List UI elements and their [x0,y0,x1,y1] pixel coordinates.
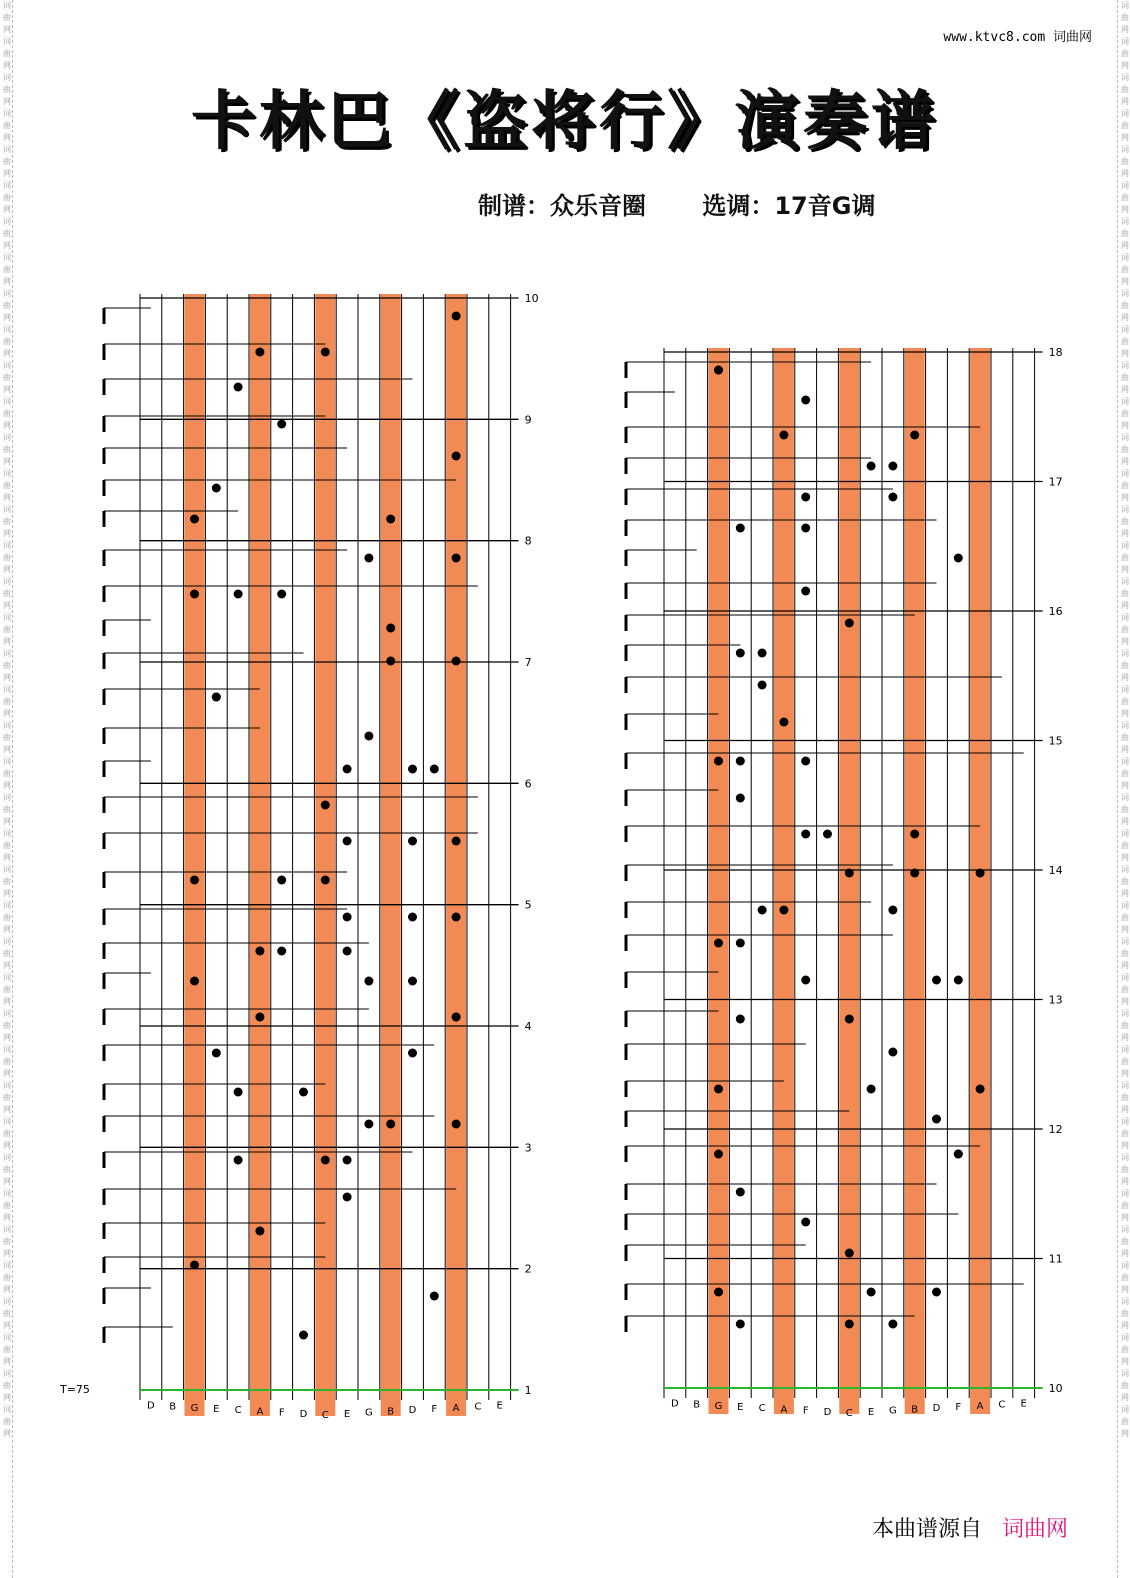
note [976,1085,985,1094]
key-label: B [169,1401,177,1413]
note [954,976,963,985]
key-label: E [737,1402,744,1413]
note [736,757,745,766]
note [736,524,745,533]
note [845,869,854,878]
note [255,1013,264,1022]
note [932,1115,941,1124]
note [234,383,243,392]
note [212,1049,221,1058]
note [779,906,788,915]
tine-highlight [315,294,335,1416]
note [408,837,417,846]
measure-number: 11 [1048,1252,1063,1266]
key-label: F [955,1402,962,1413]
note [277,420,286,429]
note [801,587,810,596]
note [801,757,810,766]
note [277,947,286,956]
note [430,765,439,774]
note [212,693,221,702]
key-label: E [213,1404,220,1415]
note [408,913,417,922]
measure-number: 9 [524,413,532,427]
note [801,396,810,405]
note [343,1193,352,1202]
note [343,1156,352,1165]
note [888,462,897,471]
tine-highlight [774,348,794,1414]
tine-highlight [185,294,205,1416]
footer-brand[interactable]: 词曲网 [1002,1517,1069,1542]
tine-highlight [970,348,990,1414]
note [299,1088,308,1097]
note [823,830,832,839]
note [845,1015,854,1024]
key-label: C [845,1408,853,1419]
note [867,1085,876,1094]
note [714,1150,723,1159]
key-label: D [671,1398,679,1410]
note [714,1085,723,1094]
note [736,1188,745,1197]
note [277,590,286,599]
measure-number: 6 [524,777,532,791]
measure-number: 10 [1048,1382,1063,1395]
key-label: F [431,1404,438,1415]
tine-highlight [250,294,270,1416]
measure-number: 18 [1048,346,1063,359]
measure-number: 14 [1048,864,1063,877]
note [321,876,330,885]
note [190,1261,199,1270]
key-label: B [693,1399,701,1411]
note [364,732,373,741]
key-label: D [932,1403,941,1415]
measure-number: 13 [1048,993,1063,1007]
note [452,1013,461,1022]
watermark-text: 词 曲 网 词 曲 网 词 曲 网 词 曲 网 词 曲 网 词 曲 网 词 曲 网 词 曲 网 词 曲 网 词 曲 网 词 曲 网 词 曲 网 词 曲 网 词 曲 网 词 曲 网 词 曲 网 词 曲 网 词 曲 网 词 曲 网 词 曲 网 词 曲 网 词 曲 网 词 曲 网 词 曲 网 词 曲 网 词 曲 网 词 曲 网 词 曲 网 词 曲 网 词 曲 网 词 曲 网 词 曲 网 词 曲 网 词 曲 网 词 曲 网 词 曲 网 词 曲 网 词 曲 网 词 曲 网 词 曲 网 [3,1,11,1438]
key-label: E [496,1400,503,1412]
page-title: 卡林巴《盗将行》演奏谱 [191,85,939,159]
note [386,624,395,633]
note [234,1088,243,1097]
tine-highlight [446,294,466,1416]
note [714,1288,723,1297]
note [255,947,264,956]
measure-number: 8 [524,534,532,548]
key-label: F [278,1407,285,1419]
measure-number: 2 [524,1262,532,1276]
note [867,1288,876,1297]
note [190,590,199,599]
note [736,1320,745,1329]
note [190,515,199,524]
note [758,681,767,690]
note [321,801,330,810]
key-label: G [714,1400,723,1412]
note [888,1048,897,1057]
key-label: E [343,1408,351,1420]
note [212,484,221,493]
note [430,1292,439,1301]
note [801,524,810,533]
note [714,757,723,766]
key-label: A [452,1402,460,1414]
note [845,619,854,628]
measure-number: 4 [524,1020,532,1033]
key-label: C [474,1401,482,1413]
key-label: C [758,1403,766,1415]
note [321,1156,330,1165]
note [234,590,243,599]
tine-highlight [381,294,401,1416]
note [452,1120,461,1129]
note [801,976,810,985]
key-label: G [190,1402,199,1414]
key-label: G [365,1407,373,1419]
note [736,649,745,658]
note [321,348,330,357]
note [299,1331,308,1340]
note [364,554,373,563]
note [932,1288,941,1297]
measure-number: 1 [524,1384,532,1397]
note [408,1049,417,1058]
measure-number: 10 [524,292,539,305]
note [867,462,876,471]
key-label: A [780,1404,788,1416]
measure-number: 16 [1048,605,1063,618]
key-label: G [889,1405,897,1417]
key-label: D [408,1405,417,1417]
note [888,1320,897,1329]
key-label: C [234,1405,242,1417]
note [736,1015,745,1024]
note [910,830,919,839]
key-label: D [299,1408,308,1420]
note [343,913,352,922]
note [932,976,941,985]
note [452,837,461,846]
note [888,906,897,915]
key-label: D [823,1406,832,1418]
note [779,431,788,440]
note [452,657,461,666]
note [758,649,767,658]
note [801,493,810,502]
note [888,493,897,502]
note [255,1227,264,1236]
note [779,718,788,727]
note [190,876,199,885]
site-url[interactable]: www.ktvc8.com 词曲网 [943,30,1092,45]
note [736,939,745,948]
key-label: B [387,1406,395,1418]
note [801,1218,810,1227]
note [736,794,745,803]
note [714,366,723,375]
tempo-label: T=75 [60,1383,90,1396]
key-signature: 选调：17音G调 [702,192,876,220]
key-label: A [256,1406,264,1418]
note [408,765,417,774]
measure-number: 3 [524,1141,532,1155]
key-label: E [1020,1398,1027,1410]
key-label: C [321,1410,329,1421]
note [234,1156,243,1165]
note [343,837,352,846]
note [954,554,963,563]
key-label: C [998,1399,1006,1411]
note [408,977,417,986]
note [452,554,461,563]
note [452,452,461,461]
note [190,977,199,986]
watermark-text: 词 曲 网 词 曲 网 词 曲 网 词 曲 网 词 曲 网 词 曲 网 词 曲 网 词 曲 网 词 曲 网 词 曲 网 词 曲 网 词 曲 网 词 曲 网 词 曲 网 词 曲 网 词 曲 网 词 曲 网 词 曲 网 词 曲 网 词 曲 网 词 曲 网 词 曲 网 词 曲 网 词 曲 网 词 曲 网 词 曲 网 词 曲 网 词 曲 网 词 曲 网 词 曲 网 词 曲 网 词 曲 网 词 曲 网 词 曲 网 词 曲 网 词 曲 网 词 曲 网 词 曲 网 词 曲 网 词 曲 网 [1121,1,1129,1438]
note [364,977,373,986]
key-label: F [802,1405,809,1417]
arranger: 制谱：众乐音圈 [478,192,646,220]
measure-number: 5 [524,898,532,912]
key-label: B [911,1404,919,1416]
note [954,1150,963,1159]
tine-highlight [709,348,729,1414]
note [343,765,352,774]
key-label: D [147,1400,155,1412]
footer-prefix: 本曲谱源自 [872,1517,983,1542]
source-footer [872,1512,1068,1543]
note [343,947,352,956]
measure-number: 12 [1048,1123,1063,1136]
note [801,830,810,839]
note [910,869,919,878]
note [758,906,767,915]
measure-number: 7 [524,656,532,669]
note [845,1320,854,1329]
note [976,869,985,878]
note [364,1120,373,1129]
note [386,515,395,524]
note [386,657,395,666]
key-label: E [867,1406,875,1418]
note [845,1249,854,1258]
note [386,1120,395,1129]
note [910,431,919,440]
note [452,312,461,321]
note [452,913,461,922]
measure-number: 15 [1048,734,1063,748]
note [714,939,723,948]
note [255,348,264,357]
measure-number: 17 [1048,475,1063,489]
tine-highlight [905,348,925,1414]
key-label: A [976,1400,984,1412]
note [277,876,286,885]
